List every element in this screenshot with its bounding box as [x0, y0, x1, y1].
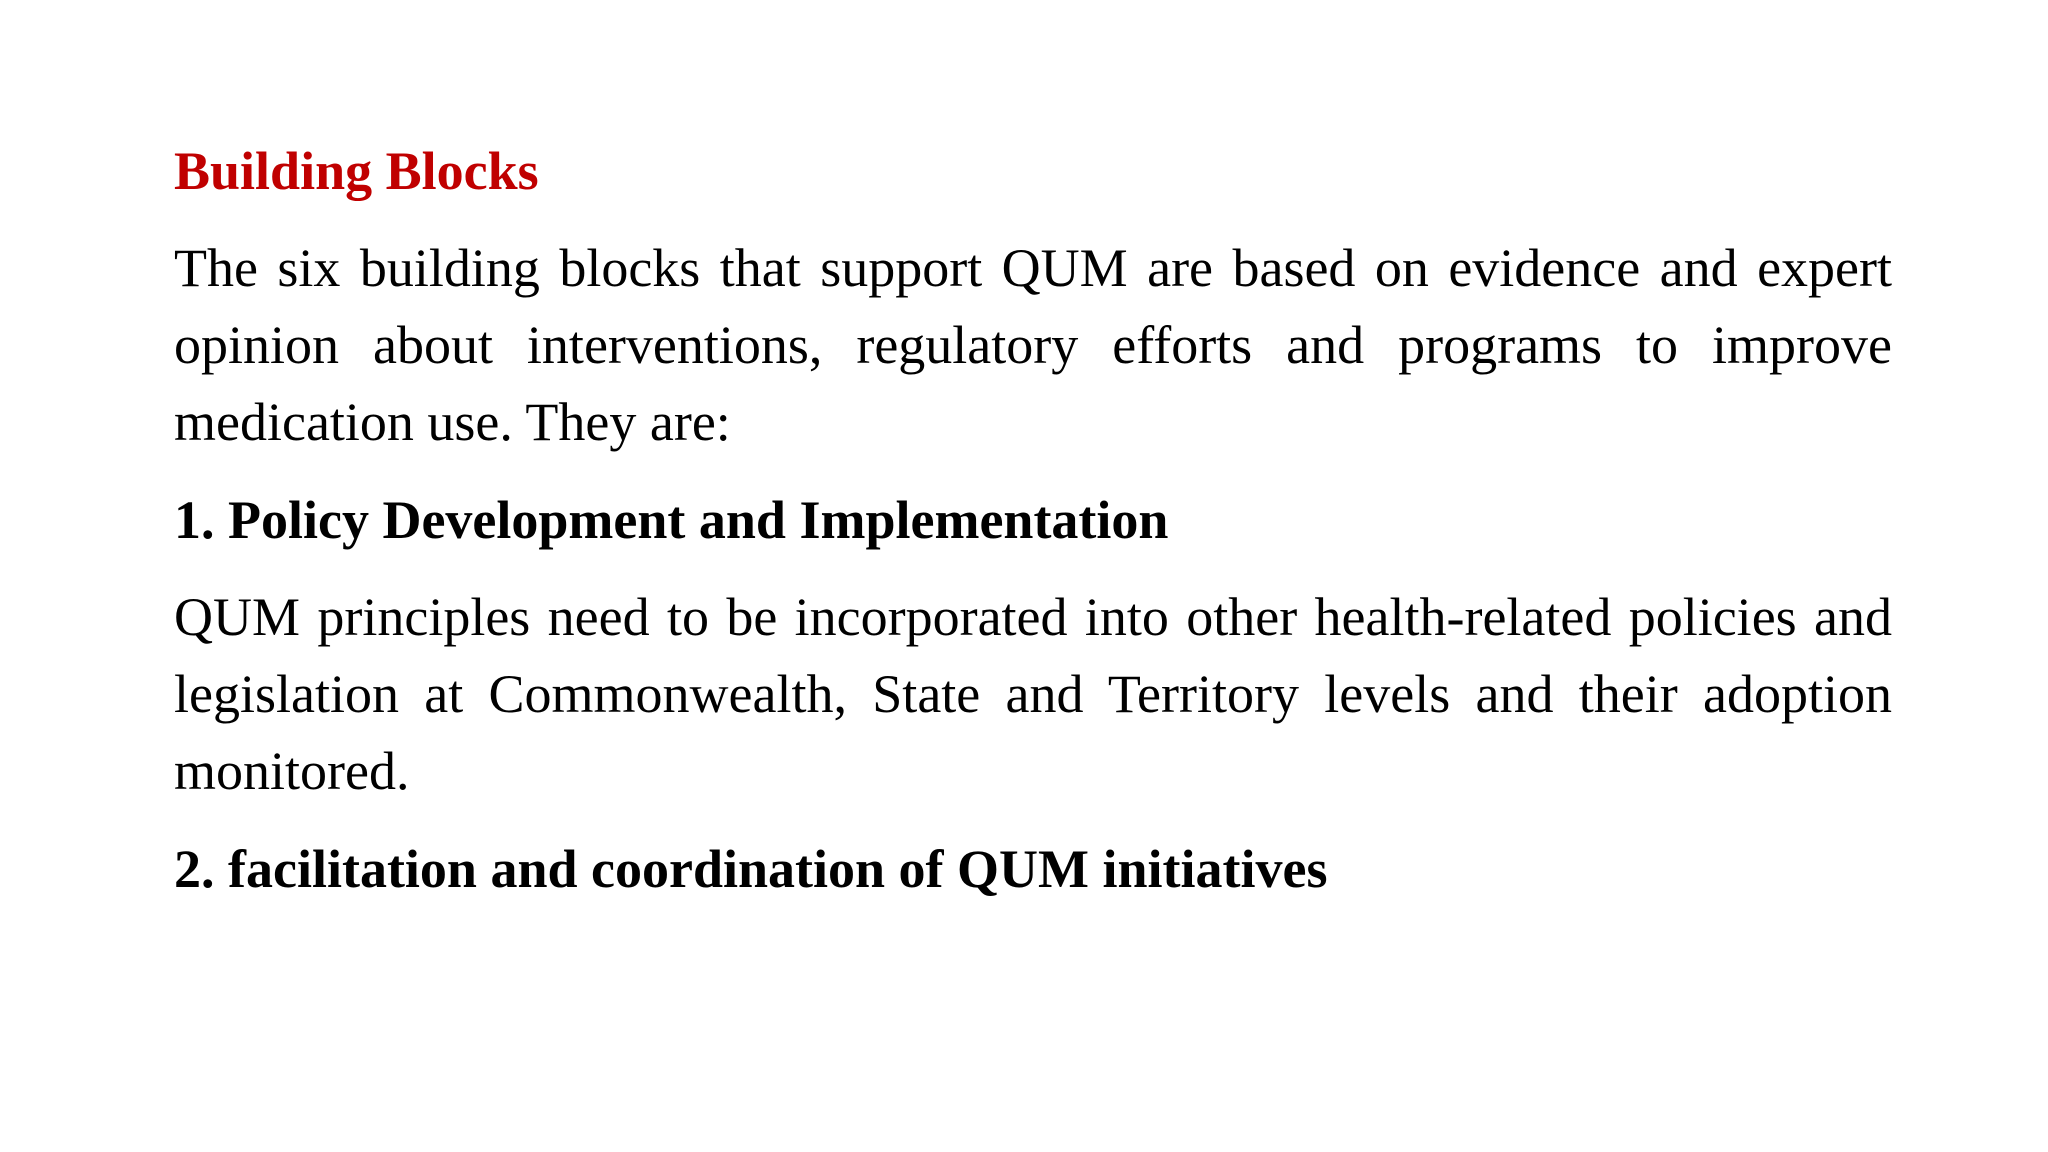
item-1-heading: 1. Policy Development and Implementation [174, 490, 1169, 551]
intro-paragraph: The six building blocks that support QUM are based on evidence and expert opinion about interventions, regulatory efforts and programs to improve medication use. They are: [174, 238, 1892, 453]
slide-title: Building Blocks [174, 141, 539, 201]
slide-content [174, 140, 1892, 928]
item-2-heading: 2. facilitation and coordination of QUM initiatives [174, 839, 1328, 900]
item-1-body: QUM principles need to be incorporated into other health-related policies and legislation at Commonwealth, State and Territory levels and their adoption monitored. [174, 587, 1892, 802]
